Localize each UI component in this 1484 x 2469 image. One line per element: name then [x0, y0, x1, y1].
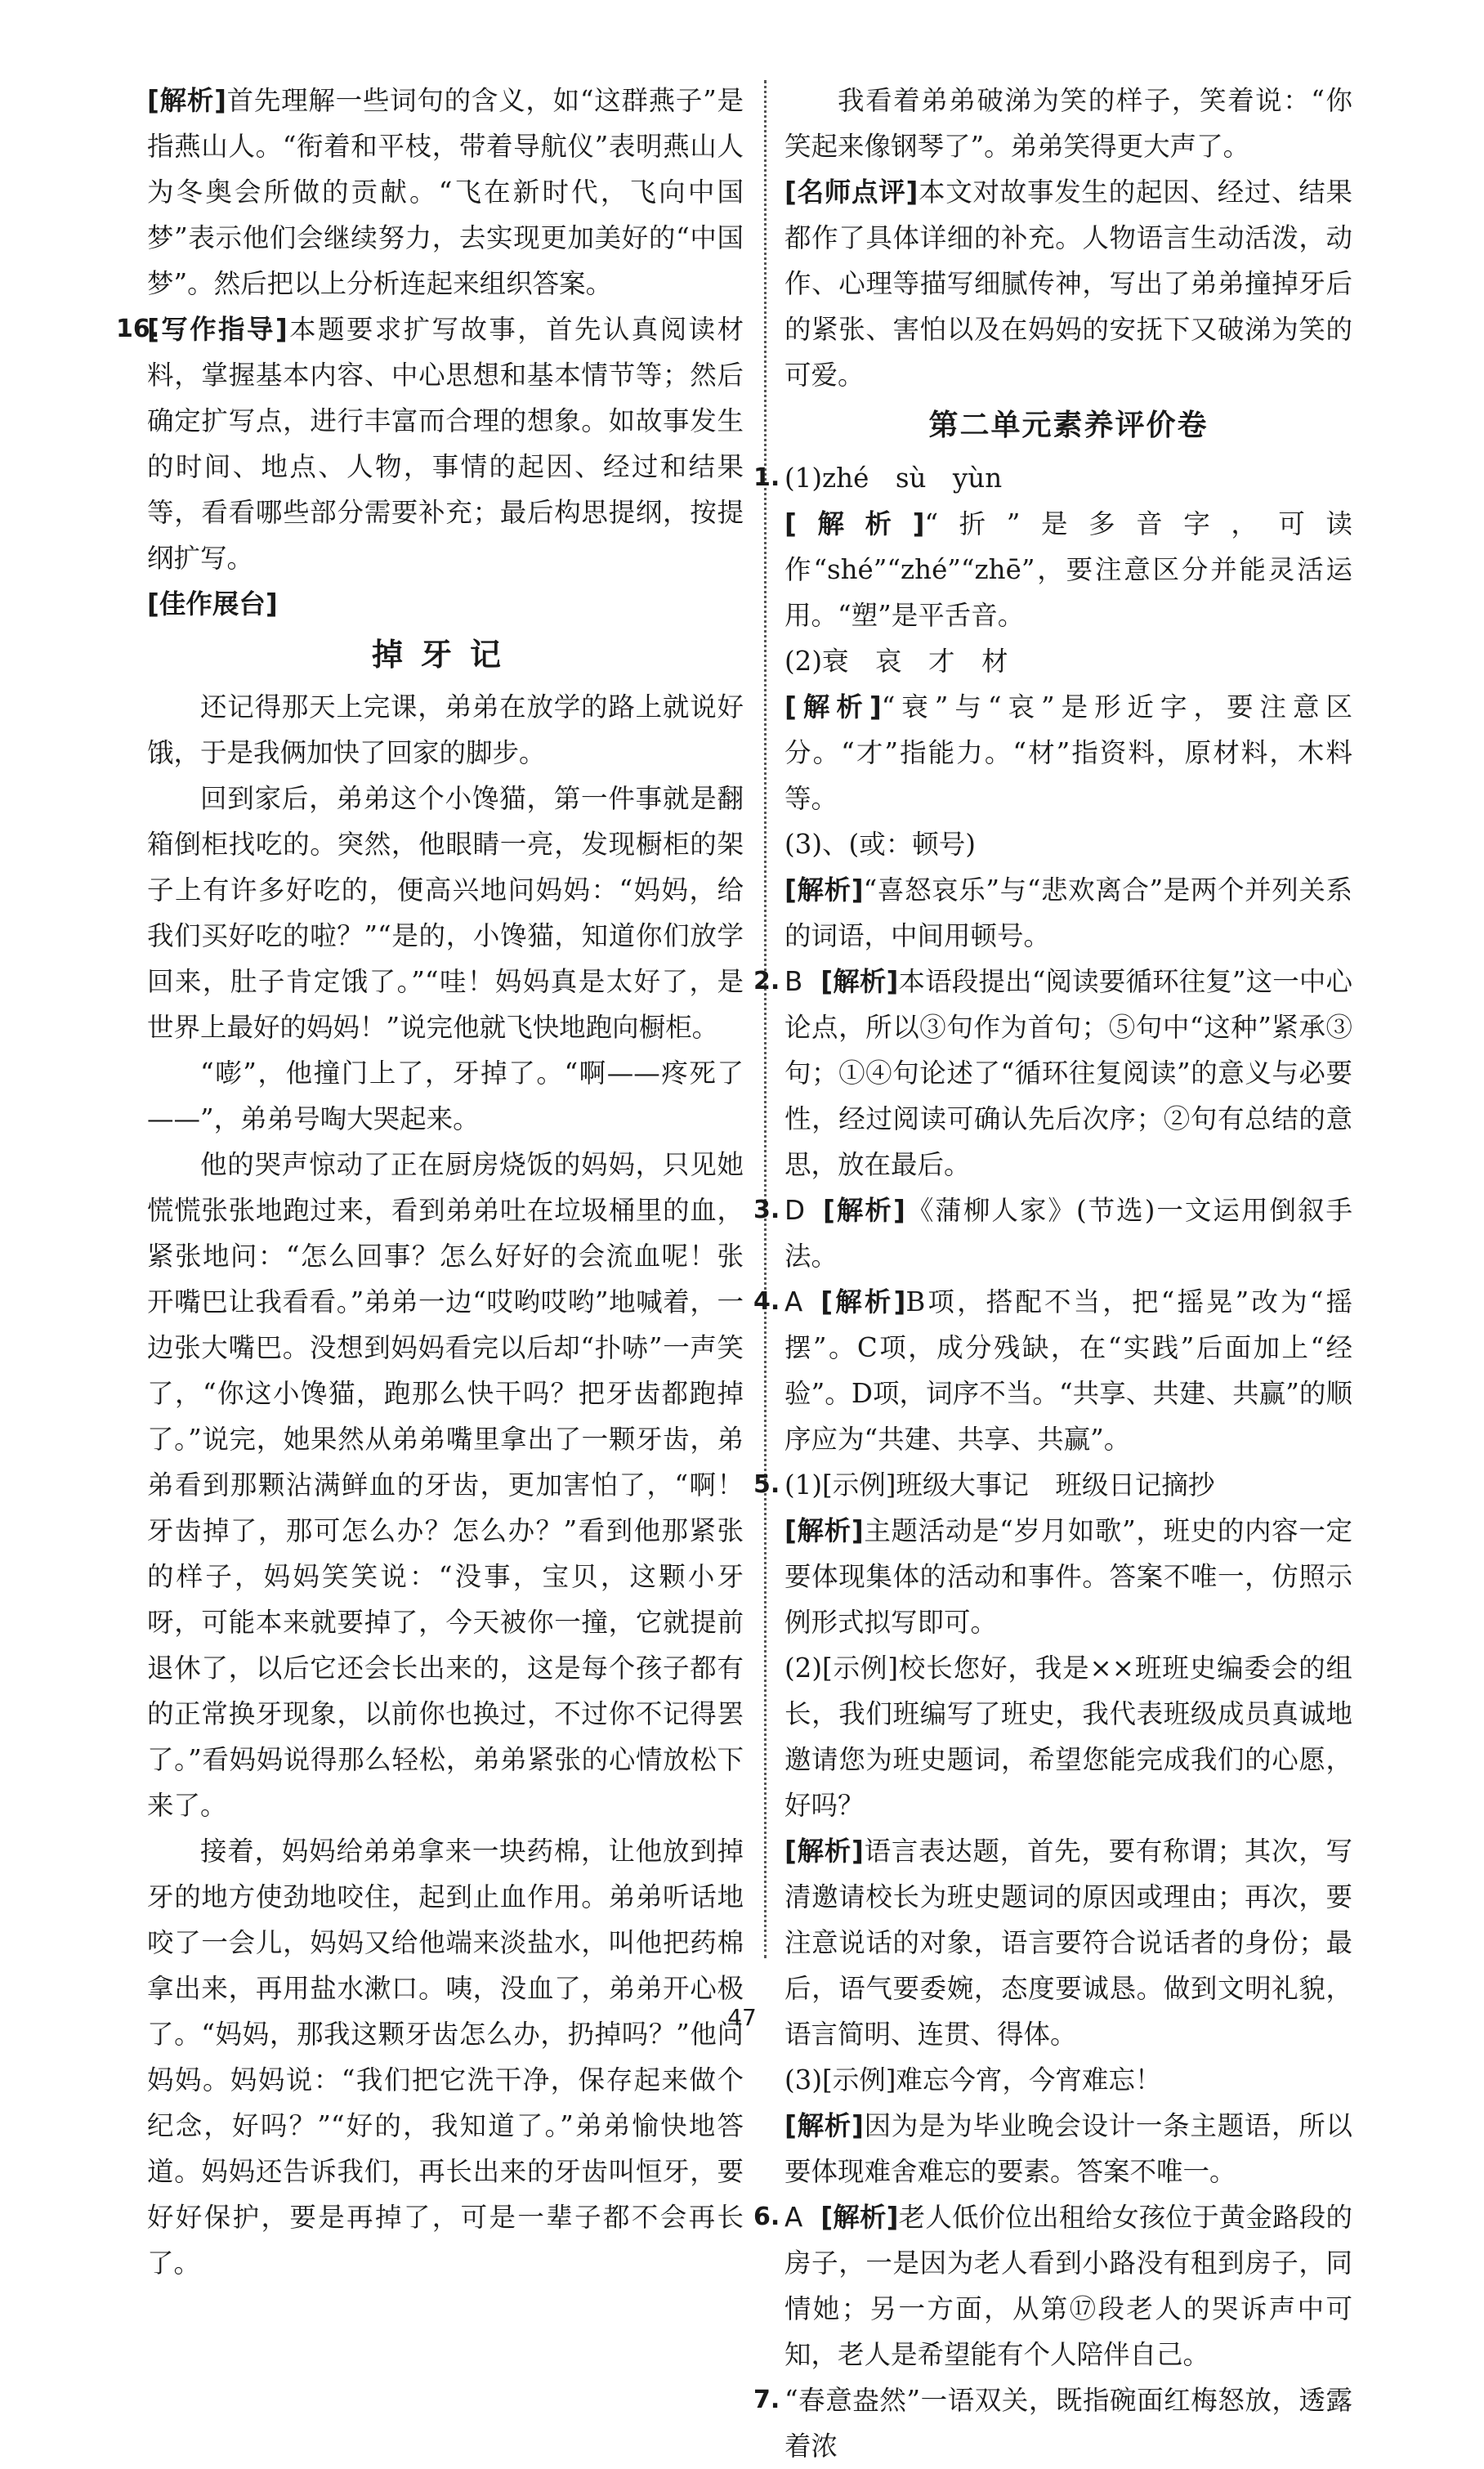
essay-paragraph: 他的哭声惊动了正在厨房烧饭的妈妈，只见她慌慌张张地跑过来，看到弟弟吐在垃圾桶里的血，紧张地问：“怎么回事？怎么好好的会流血呢！张开嘴巴让我看看。”弟弟一边“哎哟哎哟”地喊着，一边张大嘴巴。没想到妈妈看完以后却“扑哧”一声笑了，“你这小馋猫，跑那么快干吗？把牙齿都跑掉了。”说完，她果然从弟弟嘴里拿出了一颗牙齿，弟弟看到那颗沾满鲜血的牙齿，更加害怕了，“啊！牙齿掉了，那可怎么办？怎么办？”看到他那紧张的样子，妈妈笑笑说：“没事，宝贝，这颗小牙呀，可能本来就要掉了，今天被你一撞，它就提前退休了，以后它还会长出来的，这是每个孩子都有的正常换牙现象，以前你也换过，不过你不记得罢了。”看妈妈说得那么轻松，弟弟紧张的心情放松下来了。: [147, 1149, 744, 1821]
analysis-text: B项，搭配不当，把“摇晃”改为“摇摆”。C项，成分残缺，在“实践”后面加上“经验”。D项，词序不当。“共享、共建、共赢”的顺序应为“共建、共享、共赢”。: [784, 1286, 1352, 1455]
analysis-tag: [解析]: [784, 691, 882, 722]
question-4: [753, 1279, 1352, 1462]
answer-line: (3)、(或：顿号): [784, 829, 976, 860]
analysis-tag: [解析]: [820, 966, 899, 997]
column-divider: [764, 80, 767, 1958]
analysis-tag: [解析]: [820, 2202, 899, 2233]
answer-text: “春意盎然”一语双关，既指碗面红梅怒放，透露着浓: [784, 2385, 1352, 2462]
analysis-paragraph: [784, 2103, 1352, 2194]
answer-letter: B: [784, 966, 803, 997]
analysis-tag: [解析]: [784, 2110, 864, 2141]
analysis-tag: [解析]: [820, 1286, 906, 1317]
answer-line: (2)[示例]校长您好，我是××班班史编委会的组长，我们班编写了班史，我代表班级成员真诚地邀请您为班史题词，希望您能完成我们的心愿，好吗？: [784, 1653, 1352, 1821]
essay-title: 掉牙记: [371, 637, 519, 673]
essay-paragraph: 回到家后，弟弟这个小馋猫，第一件事就是翻箱倒柜找吃的。突然，他眼睛一亮，发现橱柜的架子上有许多好吃的，便高兴地问妈妈：“妈妈，给我们买好吃的啦？”“是的，小馋猫，知道你们放学回来，肚子肯定饿了。”“哇！妈妈真是太好了，是世界上最好的妈妈！”说完他就飞快地跑向橱柜。: [147, 783, 744, 1043]
question-1: [753, 455, 1352, 959]
analysis-text: 本语段提出“阅读要循环往复”这一中心论点，所以③句作为首句；⑤句中“这种”紧承③句；①④句论述了“循环往复阅读”的意义与必要性，经过阅读可确认先后次序；②句有总结的意思，放在最后。: [784, 966, 1352, 1180]
essay-paragraph: 我看着弟弟破涕为笑的样子，笑着说：“你笑起来像钢琴了”。弟弟笑得更大声了。: [784, 85, 1352, 162]
answer-letter: A: [784, 2202, 803, 2233]
analysis-tag: [解析]: [784, 874, 864, 906]
question-number: 3.: [753, 1196, 780, 1224]
right-column: [753, 78, 1353, 2469]
showcase-label: [147, 581, 744, 627]
analysis-tag: [解析]: [784, 1515, 864, 1546]
answer-letter: A: [784, 1286, 803, 1317]
analysis-paragraph: [784, 684, 1352, 821]
question-number: 7.: [753, 2386, 780, 2414]
left-column: [116, 78, 744, 2286]
analysis-paragraph: [784, 1508, 1352, 1645]
analysis-tag: [解析]: [147, 85, 226, 116]
analysis-text: 因为是为毕业晚会设计一条主题语，所以要体现难舍难忘的要素。答案不唯一。: [784, 2110, 1352, 2187]
question-number: 1.: [753, 463, 780, 492]
analysis-tag: [解析]: [784, 508, 925, 539]
analysis-text: 老人低价位出租给女孩位于黄金路段的房子，一是因为老人看到小路没有租到房子，同情她；另一方面，从第⑰段老人的哭诉声中可知，老人是希望能有个人陪伴自己。: [784, 2202, 1352, 2370]
teacher-comment: [784, 169, 1352, 398]
comment-tag: [名师点评]: [784, 177, 919, 208]
question-number: 6.: [753, 2203, 780, 2231]
writing-guide-text: 本题要求扩写故事，首先认真阅读材料，掌握基本内容、中心思想和基本情节等；然后确定扩写点，进行丰富而合理的想象。如故事发生的时间、地点、人物，事情的起因、经过和结果等，看看哪些部分需要补充；最后构思提纲，按提纲扩写。: [147, 314, 744, 574]
question-5: [753, 1462, 1352, 2194]
question-number: 5.: [753, 1470, 780, 1499]
essay-paragraph: 接着，妈妈给弟弟拿来一块药棉，让他放到掉牙的地方使劲地咬住，起到止血作用。弟弟听话地咬了一会儿，妈妈又给他端来淡盐水，叫他把药棉拿出来，再用盐水漱口。咦，没血了，弟弟开心极了。“妈妈，那我这颗牙齿怎么办，扔掉吗？”他问妈妈。妈妈说：“我们把它洗干净，保存起来做个纪念，好吗？”“好的，我知道了。”弟弟愉快地答道。妈妈还告诉我们，再长出来的牙齿叫恒牙，要好好保护，要是再掉了，可是一辈子都不会再长了。: [147, 1836, 744, 2279]
answer-line: (3)[示例]难忘今宵，今宵难忘！: [784, 2064, 1162, 2096]
question-2: [753, 959, 1352, 1188]
analysis-text: 首先理解一些词句的含义，如“这群燕子”是指燕山人。“衔着和平枝，带着导航仪”表明燕山人为冬奥会所做的贡献。“飞在新时代，飞向中国梦”表示他们会继续努力，去实现更加美好的“中国梦”。然后把以上分析连起来组织答案。: [147, 85, 744, 299]
answer-line: (1)[示例]班级大事记 班级日记摘抄: [784, 1469, 1215, 1501]
answer-line: (1)zhé sù yùn: [784, 463, 1003, 494]
question-16: [116, 306, 744, 581]
analysis-text: 主题活动是“岁月如歌”，班史的内容一定要体现集体的活动和事件。答案不唯一，仿照示例形式拟写即可。: [784, 1515, 1352, 1638]
section-title: 第二单元素养评价卷: [928, 409, 1209, 442]
question-7: [753, 2377, 1352, 2469]
showcase-tag: [佳作展台]: [147, 588, 278, 619]
writing-guide-tag: [写作指导]: [147, 314, 288, 345]
analysis-tag: [解析]: [823, 1195, 905, 1226]
analysis-paragraph: [784, 867, 1352, 959]
essay-paragraph: 还记得那天上完课，弟弟在放学的路上就说好饿，于是我俩加快了回家的脚步。: [147, 691, 744, 768]
question-number: 2.: [753, 967, 780, 995]
answer-line: (2)衰 哀 才 材: [784, 646, 1008, 677]
comment-text: 本文对故事发生的起因、经过、结果都作了具体详细的补充。人物语言生动活泼，动作、心理等描写细腻传神，写出了弟弟撞掉牙后的紧张、害怕以及在妈妈的安抚下又破涕为笑的可爱。: [784, 177, 1352, 391]
question-number: 16.: [116, 315, 160, 343]
analysis-paragraph: [784, 501, 1352, 638]
analysis-text: “喜怒哀乐”与“悲欢离合”是两个并列关系的词语，中间用顿号。: [784, 874, 1352, 951]
analysis-tag: [解析]: [784, 1836, 864, 1867]
question-number: 4.: [753, 1287, 780, 1316]
answer-letter: D: [784, 1195, 806, 1226]
essay-paragraph: “嘭”，他撞门上了，牙掉了。“啊——疼死了——”，弟弟号啕大哭起来。: [147, 1058, 744, 1134]
analysis-paragraph: [147, 78, 744, 306]
analysis-text: 语言表达题，首先，要有称谓；其次，写清邀请校长为班史题词的原因或理由；再次，要注意说话的对象，语言要符合说话者的身份；最后，语气要委婉，态度要诚恳。做到文明礼貌，语言简明、连贯、得体。: [784, 1836, 1352, 2050]
page-number: 47: [727, 2004, 757, 2031]
question-6: [753, 2194, 1352, 2377]
analysis-text: “折”是多音字，可读作“shé”“zhé”“zhē”，要注意区分并能灵活运用。“塑”是平舌音。: [784, 508, 1352, 631]
question-3: [753, 1188, 1353, 1279]
analysis-text: “衰”与“哀”是形近字，要注意区分。“才”指能力。“材”指资料，原材料，木料等。: [784, 691, 1352, 814]
analysis-text: 《蒲柳人家》(节选)一文运用倒叙手法。: [784, 1195, 1353, 1272]
